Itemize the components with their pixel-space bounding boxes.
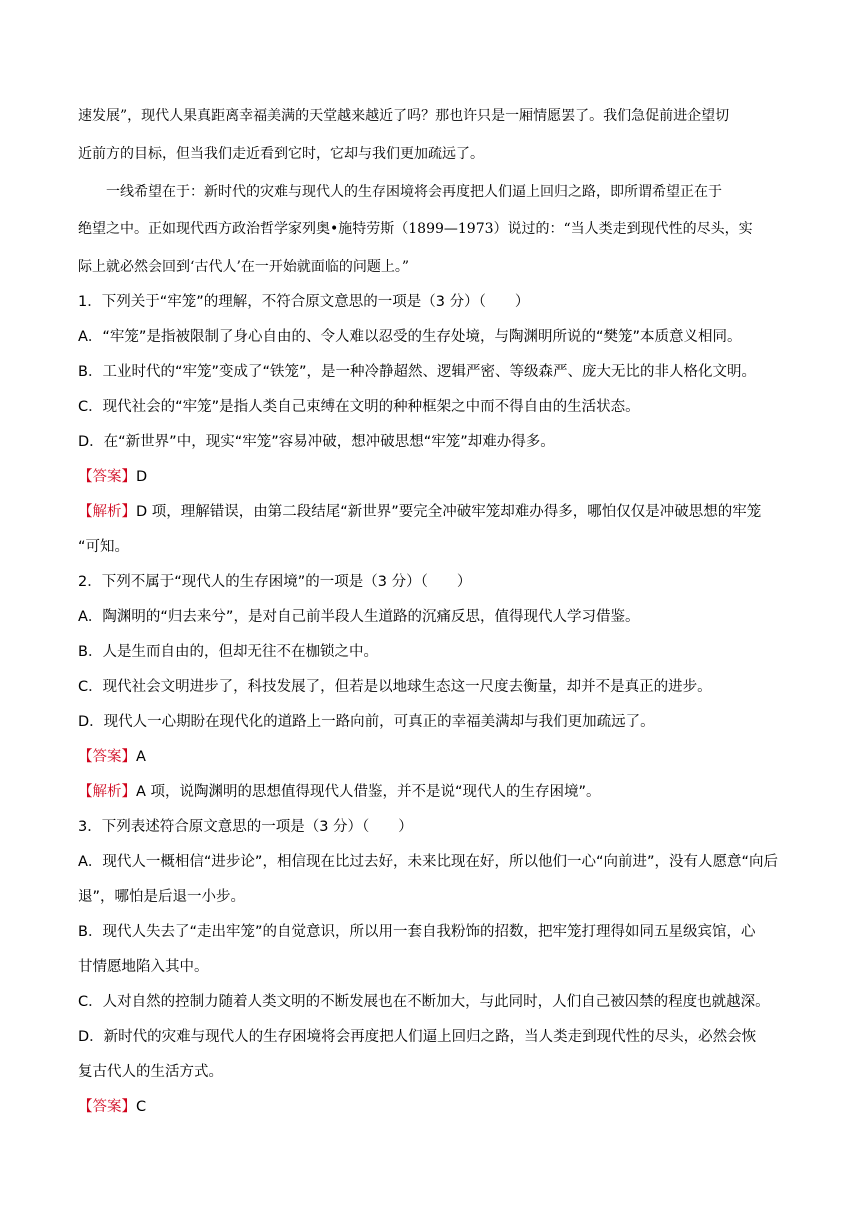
question-1-analysis: [78, 502, 783, 522]
answer-value: C: [136, 1099, 147, 1115]
question-2-analysis: [78, 782, 783, 802]
passage-line: 际上就必然会回到‘古代人’在一开始就面临的问题上。”: [78, 259, 410, 275]
answer-tag: 【答案】: [78, 469, 136, 485]
question-3-option-a-continued: 退”，哪怕是后退一小步。: [78, 889, 246, 905]
question-1-option-c: C．现代社会的“牢笼”是指人类自己束缚在文明的种种框架之中而不得自由的生活状态。: [78, 399, 640, 415]
analysis-text: D 项，理解错误，由第二段结尾“新世界”要完全冲破牢笼却难办得多，哪怕仅仅是冲破思想的牢笼: [136, 504, 762, 520]
analysis-tag: 【解析】: [78, 504, 136, 520]
question-3-answer: [78, 1097, 783, 1117]
answer-value: D: [136, 469, 148, 485]
question-1-option-a: A．“牢笼”是指被限制了身心自由的、令人难以忍受的生存处境，与陶渊明所说的“樊笼”本质意义相同。: [78, 329, 742, 345]
answer-value: A: [136, 749, 146, 765]
question-2-option-c: C．现代社会文明进步了，科技发展了，但若是以地球生态这一尺度去衡量，却并不是真正的进步。: [78, 679, 712, 695]
question-2-stem: 2．下列不属于“现代人的生存困境”的一项是（3 分）（ ）: [78, 574, 472, 590]
question-3-option-d-continued: 复古代人的生活方式。: [78, 1064, 223, 1080]
question-2-option-b: B．人是生而自由的，但却无往不在枷锁之中。: [78, 644, 378, 660]
question-3-stem: 3．下列表述符合原文意思的一项是（3 分）（ ）: [78, 819, 413, 835]
question-1-stem: 1．下列关于“牢笼”的理解，不符合原文意思的一项是（3 分）（ ）: [78, 294, 530, 310]
answer-tag: 【答案】: [78, 1099, 136, 1115]
question-3-option-d: D．新时代的灾难与现代人的生存困境将会再度把人们逼上回归之路，当人类走到现代性的尽头，必然会恢: [78, 1029, 757, 1045]
question-1-option-b: B．工业时代的“牢笼”变成了“铁笼”，是一种冷静超然、逻辑严密、等级森严、庞大无比的非人格化文明。: [78, 364, 756, 380]
passage-line: 速发展”，现代人果真距离幸福美满的天堂越来越近了吗？那也许只是一厢情愿罢了。我们急促前进企望切: [78, 108, 730, 124]
analysis-tag: 【解析】: [78, 784, 136, 800]
question-3-option-a: A．现代人一概相信“进步论”，相信现在比过去好，未来比现在好，所以他们一心“向前进”，没有人愿意“向后: [78, 854, 778, 870]
passage-line: 近前方的目标，但当我们走近看到它时，它却与我们更加疏远了。: [78, 146, 484, 162]
analysis-text: A 项，说陶渊明的思想值得现代人借鉴，并不是说“现代人的生存困境”。: [136, 784, 601, 800]
question-1-option-d: D．在“新世界”中，现实“牢笼”容易冲破，想冲破思想“牢笼”却难办得多。: [78, 434, 555, 450]
question-3-option-c: C．人对自然的控制力随着人类文明的不断发展也在不断加大，与此同时，人们自己被囚禁的程度也就越深。: [78, 994, 770, 1010]
question-2-answer: [78, 747, 783, 767]
question-2-option-a: A．陶渊明的“归去来兮”，是对自己前半段人生道路的沉痛反思，值得现代人学习借鉴。: [78, 609, 640, 625]
question-3-option-b-continued: 甘情愿地陷入其中。: [78, 959, 209, 975]
passage-line: 一线希望在于：新时代的灾难与现代人的生存困境将会再度把人们逼上回归之路，即所谓希望正在于: [78, 184, 722, 200]
question-3-option-b: B．现代人失去了“走出牢笼”的自觉意识，所以用一套自我粉饰的招数，把牢笼打理得如同五星级宾馆，心: [78, 924, 756, 940]
passage-line: 绝望之中。正如现代西方政治哲学家列奥•施特劳斯（1899—1973）说过的：“当人类走到现代性的尽头，实: [78, 221, 753, 237]
question-1-analysis-continued: “可知。: [78, 539, 130, 555]
question-2-option-d: D．现代人一心期盼在现代化的道路上一路向前，可真正的幸福美满却与我们更加疏远了。: [78, 714, 655, 730]
answer-tag: 【答案】: [78, 749, 136, 765]
question-1-answer: [78, 467, 783, 487]
